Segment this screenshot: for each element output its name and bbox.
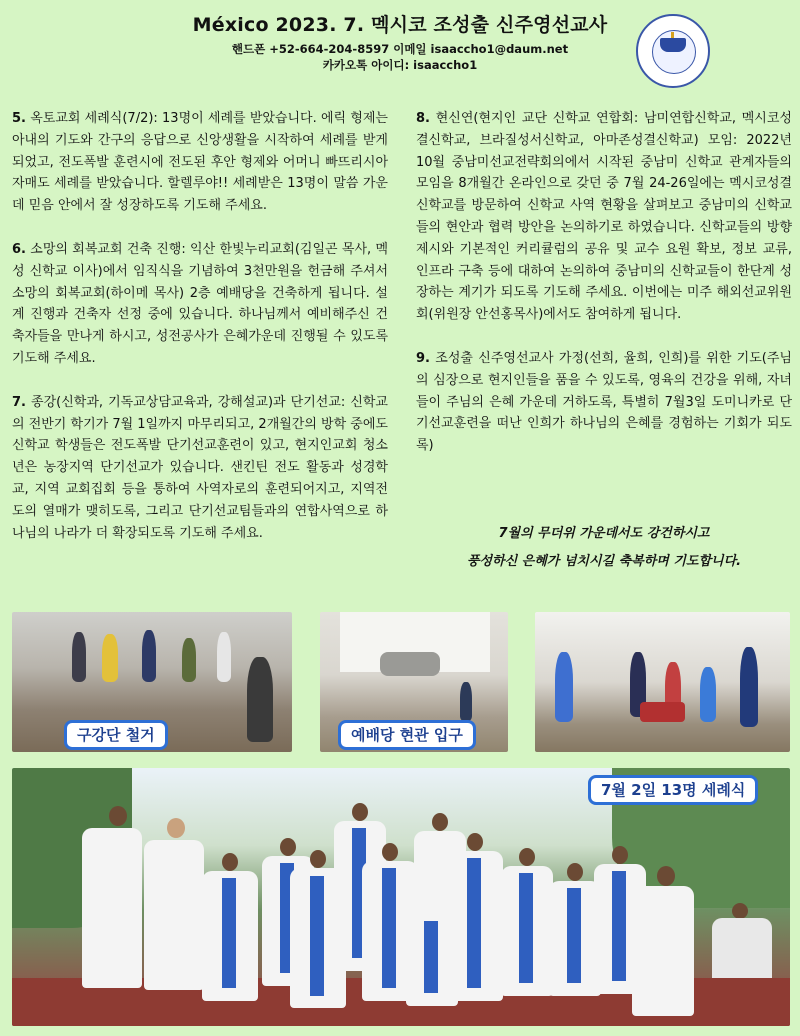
prayer-item-9: 9. 조성출 신주영선교사 가정(선희, 율희, 인희)를 위한 기도(주님의 심장으로 현지인들을 품을 수 있도록, 영육의 건강을 위해, 자녀들이 주님의 은혜 가운데 거하도록, 특별히 7월3일 도미니카로 단기선교훈련을 떠난 인희가 하나님의 은혜를 경험하는 기회가 되도록) xyxy=(416,350,792,454)
seminary-seal-logo xyxy=(636,14,710,88)
phone-email-line: 핸드폰 +52-664-204-8597 이메일 isaaccho1@daum.net xyxy=(231,42,569,56)
bible-icon xyxy=(660,38,686,52)
prayer-item-8: 8. 현신연(현지인 교단 신학교 연합회: 남미연합신학교, 멕시코성결신학교, 브라질성서신학교, 아마존성결신학교) 모임: 2022년 10월 중남미선교전략회의에서 시작된 중남미 신학교 관계자들의 모임을 8개월간 온라인으로 갖던 중 7월 24-26일에는 멕시코성결신학교를 방문하여 신학교 사역 현황을 살펴보고 중남미의 신학교들의 현안과 협력 방안을 논의하기로 하였습니다. 신학교들의 방향 제시와 기본적인 커리큘럼의 공유 및 교수 요원 확보, 정보 교류, 인프라 구축 등에 대하여 논의하여 중남미의 신학교들이 한단계 성장하는 계기가 되도록 기도해 주세요. 이번에는 미주 해외선교위원회(위원장 안선홍목사)에서도 참여하게 됩니다. xyxy=(416,111,792,323)
closing-blessing xyxy=(416,520,792,576)
seal-inner-circle xyxy=(652,30,696,74)
closing-line-1: 7월의 무더위 가운데서도 강건하시고 xyxy=(498,526,710,541)
right-column xyxy=(416,108,792,479)
closing-line-2: 풍성하신 은혜가 넘치시길 축복하며 기도합니다. xyxy=(466,554,742,569)
prayer-item-6: 6. 소망의 회복교회 건축 진행: 익산 한빛누리교회(김일곤 목사, 멕성 신학교 이사)에서 임직식을 기념하여 3천만원을 헌금해 주셔서 소망의 회복교회(하이메 목사) 2층 예배당을 건축하게 됩니다. 설계 진행과 건축자 선정 중에 있습니다. 하나님께서 예비해주신 건축자들을 만나게 하시고, 성전공사가 은혜가운데 진행될 수 있도록 기도해 주세요. xyxy=(12,241,388,366)
page-title: México 2023. 7. 멕시코 조성출 신주영선교사 xyxy=(192,14,608,36)
caption-demolition: 구강단 철거 xyxy=(64,720,168,750)
caption-entrance: 예배당 현관 입구 xyxy=(338,720,476,750)
left-column xyxy=(12,108,388,566)
caption-baptism: 7월 2일 13명 세례식 xyxy=(588,775,758,805)
photo-construction xyxy=(535,612,790,752)
kakao-line: 카카오톡 아이디: isaaccho1 xyxy=(322,58,478,72)
prayer-item-5: 5. 옥토교회 세례식(7/2): 13명이 세례를 받았습니다. 에릭 형제는 아내의 기도와 간구의 응답으로 신앙생활을 시작하여 세례를 받게 되었고, 전도폭발 훈련시에 전도된 후안 형제와 어머니 빠뜨리시아 자매도 세례를 받았습니다. 할렐루야!! 세례받은 13명이 말씀 가운데 믿음 안에서 잘 성장하도록 기도해 주세요. xyxy=(12,111,388,214)
prayer-item-7: 7. 종강(신학과, 기독교상담교육과, 강해설교)과 단기선교: 신학교의 전반기 학기가 7월 1일까지 마무리되고, 2개월간의 방학 중에도 신학교 학생들은 전도폭발 단기선교훈련이 있고, 현지인교회 청소년은 농장지역 단기선교가 있습니다. 샌킨틴 전도 활동과 성경학교, 지역 교회집회 등을 통하여 사역자로의 훈련되어지고, 지역전도의 열매가 맺히도록, 그리고 단기선교팀들과의 연합사역으로 하나님의 나라가 더 확장되도록 기도해 주세요. xyxy=(12,394,388,541)
photo-baptism-group xyxy=(12,768,790,1026)
